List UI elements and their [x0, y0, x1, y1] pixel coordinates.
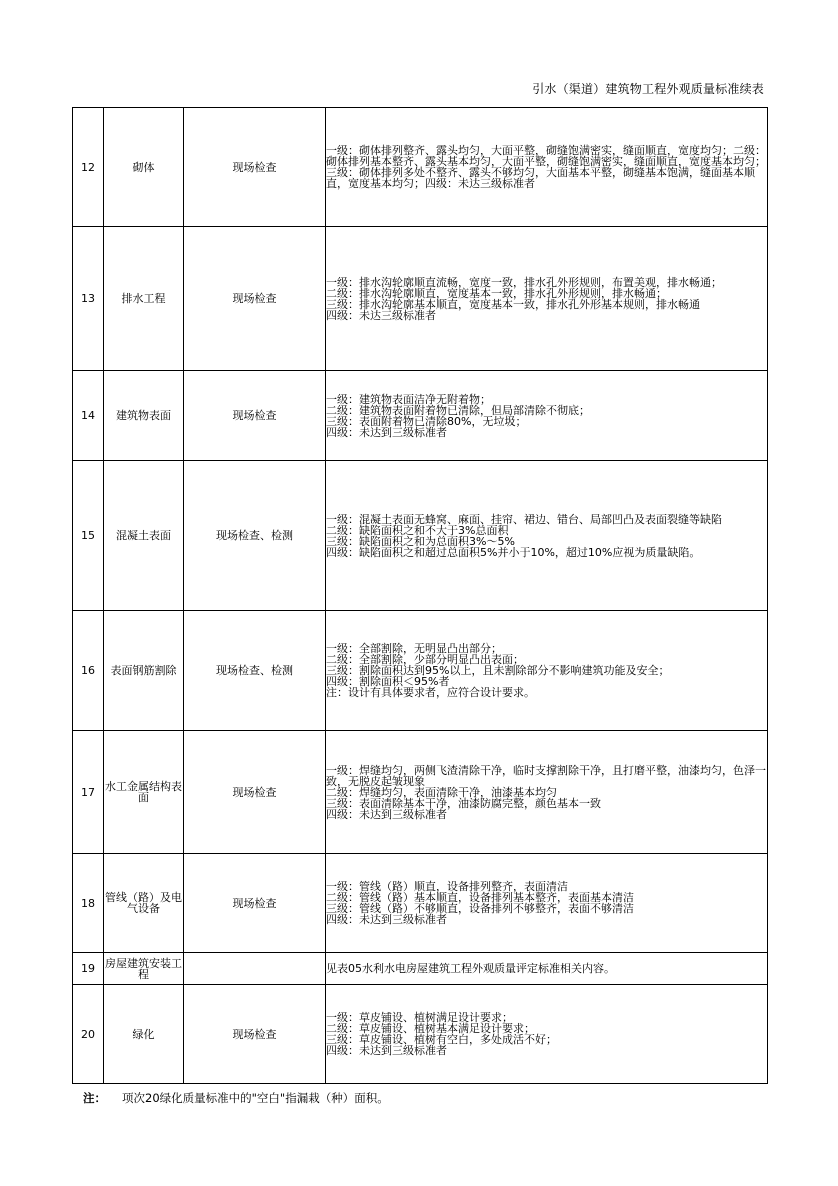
inspection-method: 现场检查	[184, 985, 326, 1084]
inspection-method: 现场检查、检测	[184, 461, 326, 611]
table-row	[73, 985, 768, 1084]
inspection-method: 现场检查	[184, 854, 326, 953]
inspection-item: 混凝土表面	[104, 461, 184, 611]
inspection-item: 管线（路）及电气设备	[104, 854, 184, 953]
standard-text: 一级：草皮铺设、植树满足设计要求；	[326, 1011, 513, 1024]
standard-text: 四级：未达到三级标准者	[326, 425, 447, 439]
inspection-method: 现场检查、检测	[184, 611, 326, 731]
table-row	[73, 227, 768, 371]
row-number: 17	[73, 731, 104, 854]
quality-standard	[326, 371, 768, 461]
table-row	[73, 461, 768, 611]
inspection-item: 建筑物表面	[104, 371, 184, 461]
inspection-item: 绿化	[104, 985, 184, 1084]
quality-standard-table	[72, 107, 768, 1084]
quality-standard	[326, 611, 768, 731]
standard-text: 三级：缺陷面积之和为总面积3%～5%	[326, 534, 515, 548]
standard-text: 一级：混凝土表面无蜂窝、麻面、挂帘、裙边、错台、局部凹凸及表面裂缝等缺陷	[326, 512, 722, 526]
row-number: 13	[73, 227, 104, 371]
quality-standard	[326, 227, 768, 371]
inspection-method	[184, 953, 326, 985]
standard-text: 四级：未达到三级标准者	[326, 1044, 447, 1057]
inspection-item: 房屋建筑安装工程	[104, 953, 184, 985]
standard-text: 二级：管线（路）基本顺直，设备排列基本整齐，表面基本清洁	[326, 891, 634, 904]
footnote-label: 注：	[83, 1091, 106, 1105]
table-row	[73, 731, 768, 854]
table-row	[73, 953, 768, 985]
standard-text: 见表05水利水电房屋建筑工程外观质量评定标准相关内容。	[326, 962, 615, 975]
standard-text: 二级：焊缝均匀，表面清除干净，油漆基本均匀	[326, 785, 557, 799]
row-number: 15	[73, 461, 104, 611]
quality-standard	[326, 108, 768, 227]
standard-text: 三级：管线（路）不够顺直，设备排列不够整齐，表面不够清洁	[326, 902, 634, 915]
standard-text: 三级：排水沟轮廓基本顺直，宽度基本一致，排水孔外形基本规则，排水畅通	[326, 297, 700, 311]
quality-standard	[326, 953, 768, 985]
standard-text: 二级：草皮铺设、植树基本满足设计要求；	[326, 1022, 535, 1035]
standard-text: 一级：焊缝均匀，两侧飞渣清除干净，临时支撑割除干净，且打磨平整，油漆均匀，色泽一致，无脱皮起皱现象	[326, 763, 766, 788]
standard-text: 二级：缺陷面积之和不大于3%总面积	[326, 523, 509, 537]
standard-text: 四级：缺陷面积之和超过总面积5%并小于10%，超过10%应视为质量缺陷。	[326, 545, 701, 559]
table-row	[73, 371, 768, 461]
standard-text: 三级：割除面积达到95%以上，且未割除部分不影响建筑功能及安全；	[326, 664, 670, 677]
standard-text: 三级：表面附着物已清除80%，无垃圾；	[326, 414, 527, 428]
standard-text: 二级：排水沟轮廓顺直，宽度基本一致，排水孔外形规则，排水畅通；	[326, 286, 667, 300]
table-row	[73, 611, 768, 731]
standard-text: 四级：未达三级标准者	[326, 308, 436, 322]
inspection-item: 排水工程	[104, 227, 184, 371]
table-title: 引水（渠道）建筑物工程外观质量标准续表	[532, 82, 764, 96]
footnote-text: 项次20绿化质量标准中的"空白"指漏栽（种）面积。	[122, 1091, 389, 1105]
inspection-method: 现场检查	[184, 371, 326, 461]
inspection-item: 砌体	[104, 108, 184, 227]
table-row	[73, 108, 768, 227]
standard-text: 三级：表面清除基本干净，油漆防腐完整，颜色基本一致	[326, 796, 601, 810]
quality-standard	[326, 731, 768, 854]
inspection-item: 水工金属结构表面	[104, 731, 184, 854]
inspection-item: 表面钢筋割除	[104, 611, 184, 731]
standard-text: 四级：割除面积＜95%者	[326, 675, 450, 688]
quality-standard	[326, 985, 768, 1084]
row-number: 19	[73, 953, 104, 985]
table-row	[73, 854, 768, 953]
quality-standard	[326, 854, 768, 953]
inspection-method: 现场检查	[184, 227, 326, 371]
row-number: 20	[73, 985, 104, 1084]
standard-text: 四级：未达到三级标准者	[326, 913, 447, 926]
standard-text: 一级：全部割除，无明显凸出部分；	[326, 642, 502, 655]
footnote	[83, 1090, 389, 1106]
standard-text: 二级：建筑物表面附着物已清除，但局部清除不彻底；	[326, 403, 590, 417]
standard-text: 二级：全部割除，少部分明显凸出表面；	[326, 653, 524, 666]
quality-standard	[326, 461, 768, 611]
standard-text: 四级：未达到三级标准者	[326, 807, 447, 821]
row-number: 14	[73, 371, 104, 461]
row-number: 18	[73, 854, 104, 953]
row-number: 12	[73, 108, 104, 227]
standard-text: 一级：排水沟轮廓顺直流畅，宽度一致，排水孔外形规则，布置美观，排水畅通；	[326, 275, 722, 289]
inspection-method: 现场检查	[184, 731, 326, 854]
standard-text: 一级：砌体排列整齐、露头均匀，大面平整，砌缝饱满密实，缝面顺直，宽度均匀；二级：砌体排列基本整齐、露头基本均匀，大面平整，砌缝饱满密实，缝面顺直，宽度基本均匀； 三级：砌体排列多处不整齐、露头不够均匀，大面基本平整，砌缝基本饱满，缝面基本顺直，宽度基本均匀；四级：未达三级标准者	[326, 144, 766, 190]
standard-note: 注：设计有具体要求者，应符合设计要求。	[326, 686, 535, 699]
row-number: 16	[73, 611, 104, 731]
inspection-method: 现场检查	[184, 108, 326, 227]
standard-text: 三级：草皮铺设、植树有空白，多处成活不好；	[326, 1033, 557, 1046]
standard-text: 一级：管线（路）顺直，设备排列整齐，表面清洁	[326, 880, 568, 893]
standard-text: 一级：建筑物表面洁净无附着物；	[326, 392, 491, 406]
